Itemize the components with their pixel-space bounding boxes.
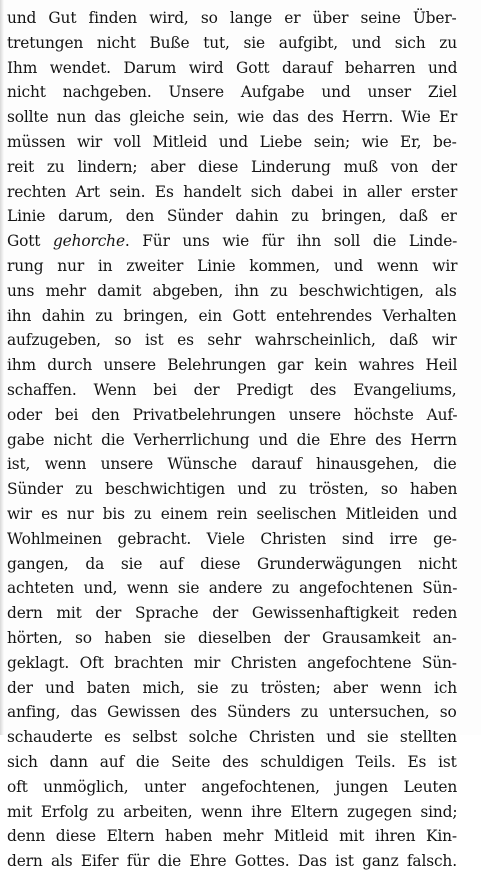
text-segment: sich dann auf die Seite des schuldigen Teils. Es ist (7, 752, 457, 771)
text-segment: uns mehr damit abgeben, ihn zu beschwichtigen, als (7, 281, 457, 300)
text-segment: Ihm wendet. Darum wird Gott darauf beharren und (7, 58, 458, 77)
text-line (7, 452, 457, 477)
text-line (7, 626, 457, 651)
page-edge-shadow (0, 0, 4, 735)
text-line (7, 502, 457, 527)
text-line (7, 428, 457, 453)
text-line (7, 849, 457, 874)
text-line (7, 824, 457, 849)
text-line (7, 576, 457, 601)
text-line (7, 328, 457, 353)
italic-word: gehorche (52, 232, 125, 251)
text-line (7, 775, 457, 800)
text-line (7, 651, 457, 676)
text-line (7, 130, 457, 155)
text-segment: oft unmöglich, unter angefochtenen, jungen Leuten (7, 777, 458, 796)
text-line (7, 155, 457, 180)
text-line (7, 353, 457, 378)
text-segment: rung nur in zweiter Linie kommen, und wenn wir (7, 256, 458, 275)
text-segment: tretungen nicht Buße tut, sie aufgibt, und sich zu (7, 33, 457, 52)
text-segment: müssen wir voll Mitleid und Liebe sein; wie Er, be- (7, 132, 457, 151)
text-segment: . Für uns wie für ihn soll die Linde- (124, 232, 458, 251)
text-segment: Wohlmeinen gebracht. Viele Christen sind irre ge- (7, 529, 457, 548)
text-segment: und Gut finden wird, so lange er über seine Über- (7, 9, 457, 27)
text-line (7, 80, 457, 105)
text-line (7, 477, 457, 502)
text-segment: hörten, so haben sie dieselben der Grausamkeit an- (7, 628, 457, 647)
text-segment: reit zu lindern; aber diese Linderung muß von der (7, 157, 458, 176)
text-line (7, 180, 457, 205)
text-segment: rechten Art sein. Es handelt sich dabei in aller erster (7, 182, 458, 201)
text-segment: schauderte es selbst solche Christen und sie stellten (7, 728, 457, 747)
text-segment: ist, wenn unsere Wünsche darauf hinausgehen, die (7, 455, 457, 474)
text-segment: ihn dahin zu bringen, ein Gott entehrendes Verhalten (7, 306, 457, 325)
text-line (7, 527, 457, 552)
text-line (7, 279, 457, 304)
text-segment: dern als Eifer für die Ehre Gottes. Das ist ganz falsch. (7, 852, 457, 871)
text-segment: Gott (7, 232, 53, 251)
text-line (7, 31, 457, 56)
text-segment: denn diese Eltern haben mehr Mitleid mit ihren Kin- (7, 827, 457, 846)
text-line (7, 254, 457, 279)
text-segment: sollte nun das gleiche sein, wie das des Herrn. Wie Er (7, 108, 458, 127)
text-segment: gabe nicht die Verherrlichung und die Ehre des Herrn (7, 430, 457, 449)
text-line (7, 56, 457, 81)
text-line (7, 725, 457, 750)
text-segment: schaffen. Wenn bei der Predigt des Evangeliums, (7, 380, 457, 399)
text-line (7, 105, 457, 130)
text-segment: geklagt. Oft brachten mir Christen angefochtene Sün- (7, 653, 457, 672)
text-line (7, 229, 457, 254)
text-segment: dern mit der Sprache der Gewissenhaftigkeit reden (7, 604, 458, 623)
text-segment: achteten und, wenn sie andere zu angefochtenen Sün- (7, 579, 458, 598)
text-segment: mit Erfolg zu arbeiten, wenn ihre Eltern zugegen sind; (7, 802, 458, 821)
text-segment: gangen, da sie auf diese Grunderwägungen nicht (7, 554, 458, 573)
text-segment: der und baten mich, sie zu trösten; aber wenn ich (7, 678, 457, 697)
text-segment: Linie darum, den Sünder dahin zu bringen, daß er (7, 207, 457, 226)
text-segment: nicht nachgeben. Unsere Aufgabe und unser Ziel (7, 83, 457, 102)
text-line (7, 676, 457, 701)
text-line (7, 378, 457, 403)
text-line (7, 204, 457, 229)
text-line (7, 700, 457, 725)
text-segment: anfing, das Gewissen des Sünders zu untersuchen, so (7, 703, 457, 722)
text-segment: ihm durch unsere Belehrungen gar kein wahres Heil (7, 356, 458, 375)
text-line (7, 800, 457, 825)
text-line (7, 6, 457, 31)
text-segment: Sünder zu beschwichtigen und zu trösten, so haben (7, 480, 458, 499)
text-line (7, 552, 457, 577)
text-line (7, 750, 457, 775)
text-segment: oder bei den Privatbelehrungen unsere höchste Auf- (7, 405, 458, 424)
body-text (7, 6, 457, 874)
text-segment: wir es nur bis zu einem rein seelischen Mitleiden und (7, 504, 458, 523)
text-line (7, 403, 457, 428)
text-line (7, 304, 457, 329)
text-segment: aufzugeben, so ist es sehr wahrscheinlich, daß wir (7, 331, 457, 350)
text-line (7, 601, 457, 626)
